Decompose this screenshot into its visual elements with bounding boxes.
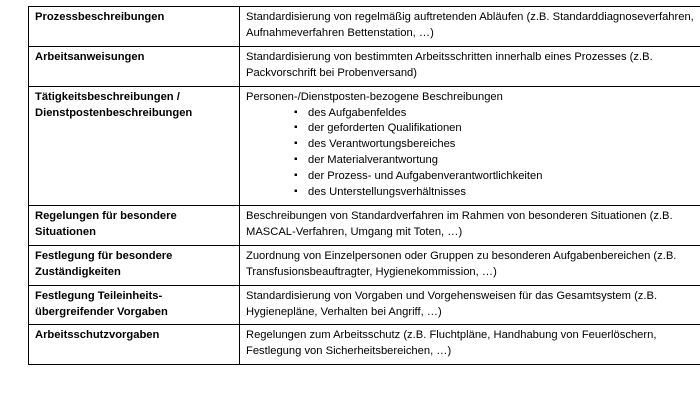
description-cell [240,325,700,365]
term-cell: Regelungen für besondere Situationen [29,205,240,245]
table-row [29,7,700,47]
description-cell [240,245,700,285]
description-text: Zuordnung von Einzelpersonen oder Gruppen zu besonderen Aufgabenbereichen (z.B. Transfusionsbeauftragter, Hygienekommission, …) [246,249,677,278]
table-row [29,46,700,86]
list-item: ▪ des Verantwortungsbereiches [308,137,700,153]
description-text: Standardisierung von Vorgaben und Vorgehensweisen für das Gesamtsystem (z.B. Hygienepläne, Verhalten bei Angriff, …) [246,289,658,318]
definitions-table [28,6,700,365]
table-row [29,205,700,245]
list-item: ▪ der Materialverantwortung [308,153,700,169]
term-cell: Tätigkeitsbeschreibungen / Dienstpostenbeschreibungen [29,86,240,205]
description-cell [240,86,700,205]
description-text: Standardisierung von bestimmten Arbeitsschritten innerhalb eines Prozesses (z.B. Packvorschrift bei Probenversand) [246,50,653,79]
table-body [29,7,700,365]
description-text: Standardisierung von regelmäßig auftretenden Abläufen (z.B. Standarddiagnoseverfahren, Aufnahmeverfahren Bettenstation, …) [246,11,694,39]
description-cell [240,285,700,325]
term-cell: Arbeitsschutzvorgaben [29,325,240,365]
list-item: ▪ der Prozess- und Aufgabenverantwortlichkeiten [308,169,700,185]
term-cell: Arbeitsanweisungen [29,46,240,86]
list-item: ▪ des Aufgabenfeldes [308,106,700,122]
term-cell: Prozessbeschreibungen [29,7,240,47]
table-row [29,325,700,365]
table-row [29,285,700,325]
term-cell: Festlegung für besondere Zuständigkeiten [29,245,240,285]
description-cell [240,46,700,86]
list-item: ▪ des Unterstellungsverhältnisses [308,185,700,201]
table-row [29,245,700,285]
bullet-list [246,106,700,201]
table-row [29,86,700,205]
term-cell: Festlegung Teileinheits-übergreifender Vorgaben [29,285,240,325]
list-item: ▪ der geforderten Qualifikationen [308,121,700,137]
description-text: Regelungen zum Arbeitsschutz (z.B. Fluchtpläne, Handhabung von Feuerlöschern, Festlegung von Sicherheitsbereichen, …) [246,329,657,358]
description-cell [240,7,700,47]
description-text: Beschreibungen von Standardverfahren im Rahmen von besonderen Situationen (z.B. MASCAL-Verfahren, Umgang mit Toten, …) [246,209,673,238]
description-cell [240,205,700,245]
description-text: Personen-/Dienstposten-bezogene Beschreibungen [246,90,503,103]
